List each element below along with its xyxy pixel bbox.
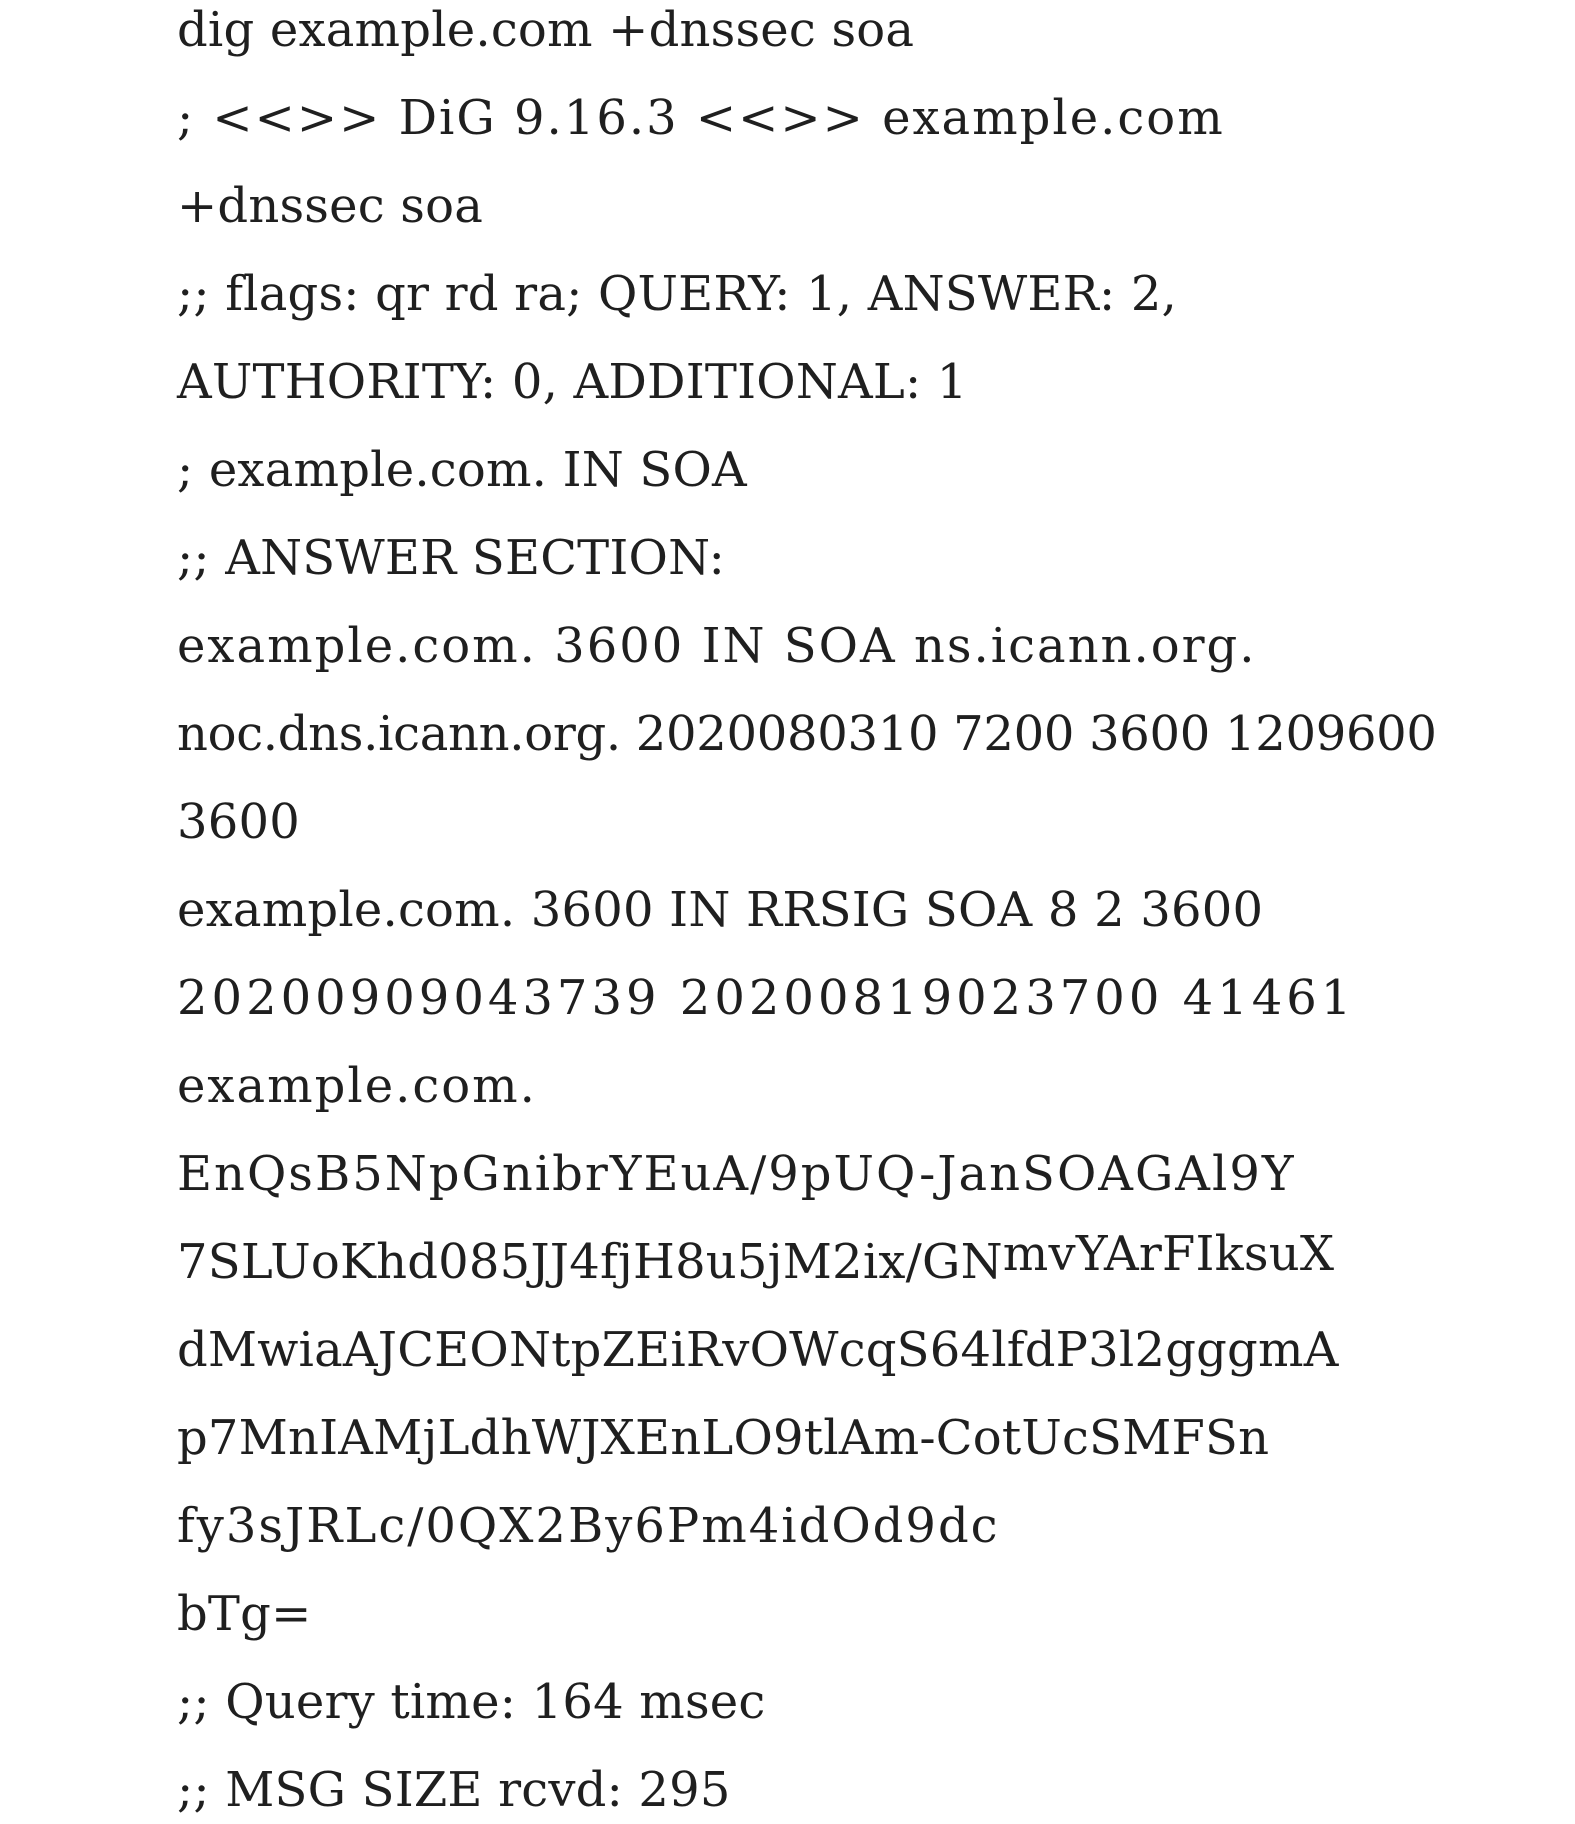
flags-continuation: AUTHORITY: 0, ADDITIONAL: 1 — [177, 354, 968, 410]
dig-header-line: ; <<>> DiG 9.16.3 <<>> example.com — [177, 90, 1225, 146]
signature-line-6: bTg= — [177, 1586, 312, 1642]
signature-line-2-start: 7SLUoKhd085JJ4fjH8u5jM2ix/GN — [177, 1234, 1003, 1290]
command-line: dig example.com +dnssec soa — [177, 2, 915, 58]
signature-line-1: EnQsB5NpGnibrYEuA/9pUQ-JanSOAGAl9Y — [177, 1146, 1296, 1202]
soa-record-continuation: noc.dns.icann.org. 2020080310 7200 3600 1209600 — [177, 706, 1437, 762]
flags-line: ;; flags: qr rd ra; QUERY: 1, ANSWER: 2, — [177, 266, 1178, 322]
rrsig-timestamps-line: 20200909043739 20200819023700 41461 — [177, 970, 1356, 1026]
dig-header-continuation: +dnssec soa — [177, 178, 484, 234]
soa-record-line: example.com. 3600 IN SOA ns.icann.org. — [177, 618, 1257, 674]
signature-line-2 — [177, 1226, 1335, 1290]
query-time-line: ;; Query time: 164 msec — [177, 1674, 766, 1730]
rrsig-record-line: example.com. 3600 IN RRSIG SOA 8 2 3600 — [177, 882, 1264, 938]
signature-line-5: fy3sJRLc/0QX2By6Pm4idOd9dc — [177, 1498, 1000, 1554]
soa-record-minimum: 3600 — [177, 794, 300, 850]
answer-section-heading: ;; ANSWER SECTION: — [177, 530, 725, 586]
question-line: ; example.com. IN SOA — [177, 442, 747, 498]
rrsig-signer-line: example.com. — [177, 1058, 537, 1114]
message-size-line: ;; MSG SIZE rcvd: 295 — [177, 1762, 731, 1818]
signature-line-2-raised: mvYArFIksuX — [1002, 1226, 1335, 1282]
signature-line-4: p7MnIAMjLdhWJXEnLO9tlAm-CotUcSMFSn — [177, 1410, 1270, 1466]
signature-line-3: dMwiaAJCEONtpZEiRvOWcqS64lfdP3l2gggmA — [177, 1322, 1339, 1378]
